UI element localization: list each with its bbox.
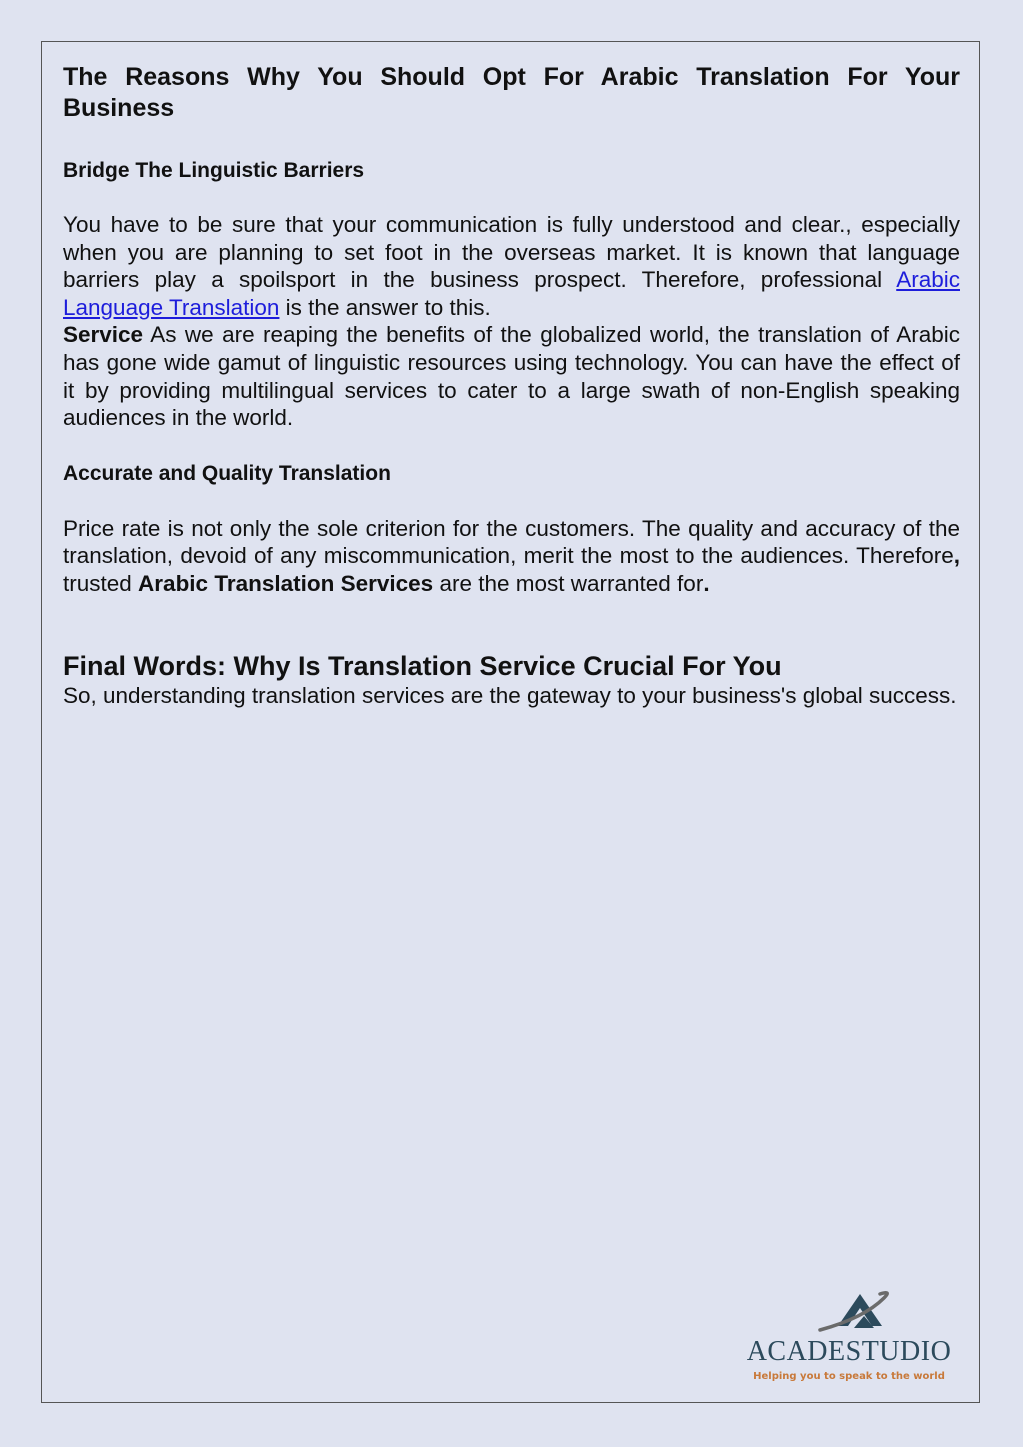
section-heading-bridge: Bridge The Linguistic Barriers xyxy=(63,159,365,182)
paragraph-text: As we are reaping the benefits of the globalized world, the translation of Arabic has gone wide gamut of linguistic resources using technology. You can have the effect of it by providing multilingual services to cater to a large swath of non-English speaking audiences in the world. xyxy=(63,322,960,431)
paragraph-text: are the most warranted for xyxy=(433,570,704,596)
document-page xyxy=(41,41,980,1403)
arabic-language-translation-link[interactable]: Arabic Language Translation xyxy=(63,267,960,320)
paragraph-communication xyxy=(63,211,960,321)
paragraph-final: So, understanding translation services are the gateway to your business's global success. xyxy=(63,682,957,708)
document-content xyxy=(63,62,960,709)
acadestudio-logo xyxy=(734,1288,974,1388)
logo-name: ACADESTUDIO xyxy=(746,1336,952,1367)
arabic-translation-services-bold: Arabic Translation Services xyxy=(138,570,434,596)
service-label: Service xyxy=(63,322,144,348)
paragraph-price-rate xyxy=(63,515,960,598)
final-words-heading: Final Words: Why Is Translation Service Crucial For You xyxy=(63,650,782,681)
bold-comma: , xyxy=(953,543,960,569)
logo-tagline: Helping you to speak to the world xyxy=(753,1371,945,1382)
page-title: The Reasons Why You Should Opt For Arabic Translation For Your Business xyxy=(63,63,960,122)
paragraph-text: is the answer to this. xyxy=(279,294,491,320)
bold-period: . xyxy=(703,570,710,596)
logo-mark-icon xyxy=(734,1288,974,1338)
section-heading-accurate: Accurate and Quality Translation xyxy=(63,461,391,485)
paragraph-text: You have to be sure that your communication is fully understood and clear., especially when you are planning to set foot in the overseas market. It is known that language barriers play a spoilsport in the business prospect. Therefore, professional xyxy=(63,212,960,293)
paragraph-text: trusted xyxy=(63,570,139,596)
paragraph-text: Price rate is not only the sole criterion for the customers. The quality and accuracy of the translation, devoid of any miscommunication, merit the most to the audiences. Therefore xyxy=(63,515,960,569)
paragraph-service xyxy=(63,321,960,431)
